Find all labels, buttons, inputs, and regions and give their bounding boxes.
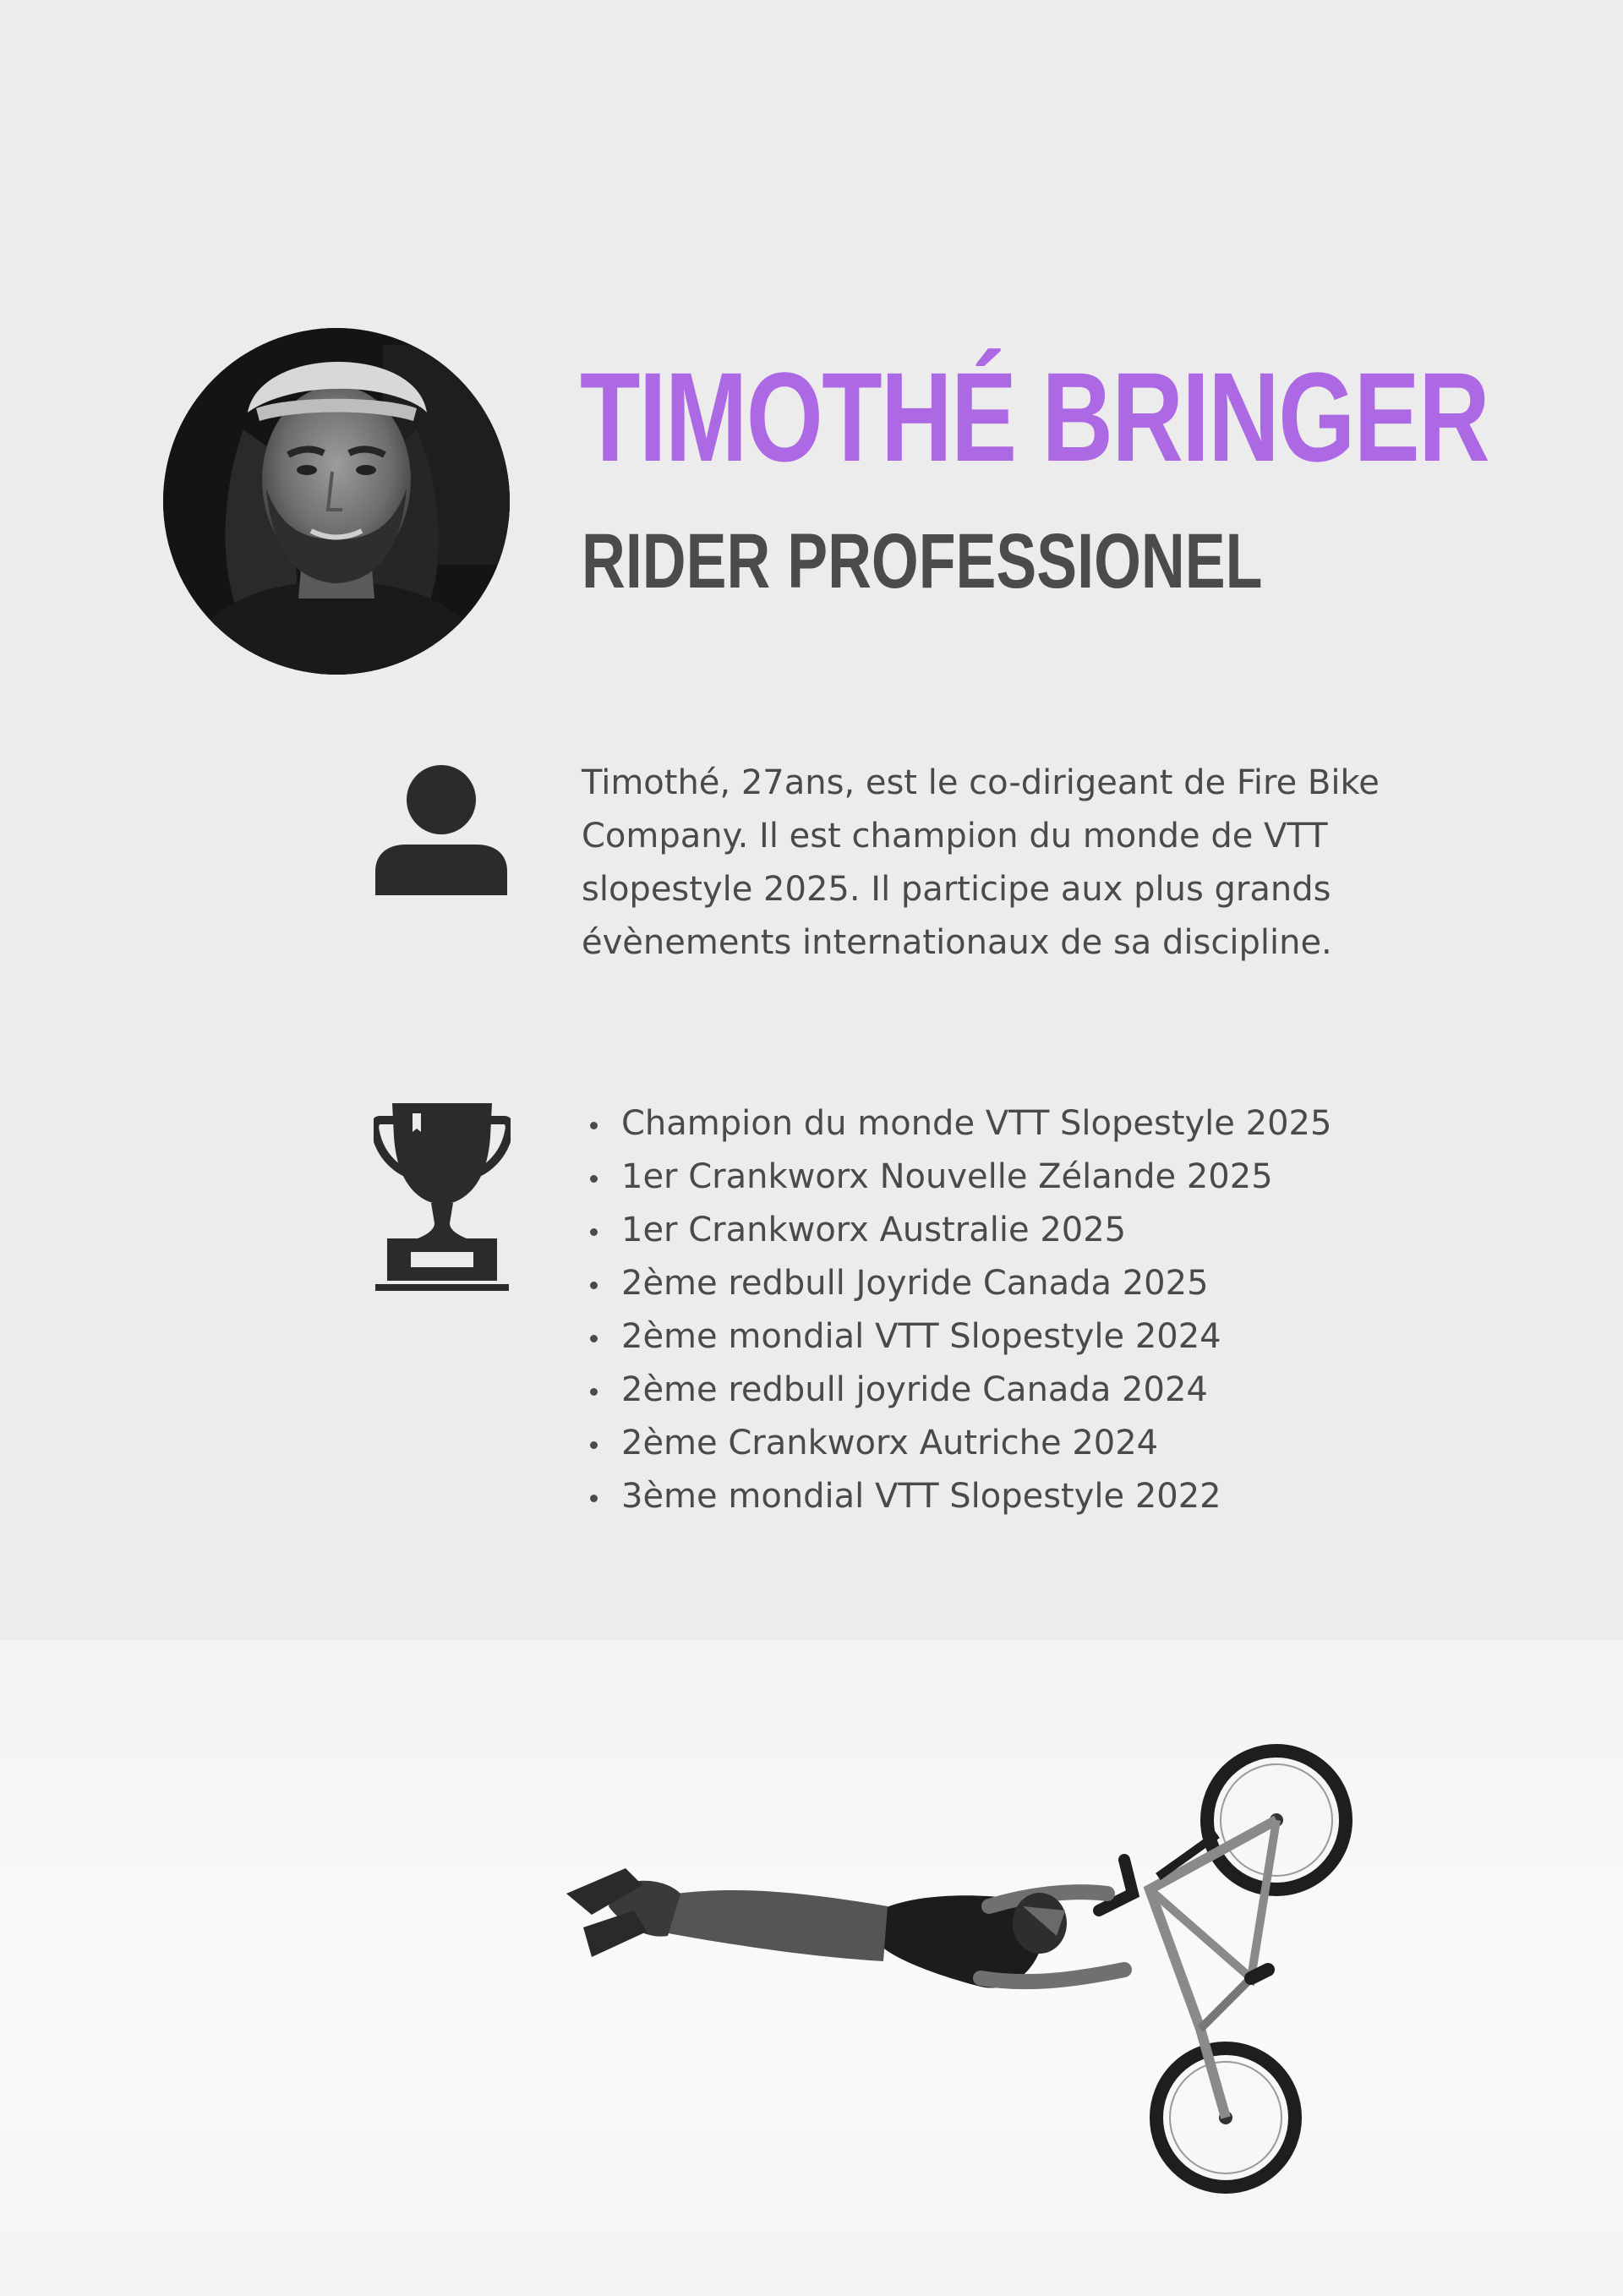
list-item: 1er Crankworx Nouvelle Zélande 2025 <box>582 1151 1331 1204</box>
list-item: 3ème mondial VTT Slopestyle 2022 <box>582 1470 1331 1523</box>
list-item: 2ème redbull Joyride Canada 2025 <box>582 1257 1331 1310</box>
list-item: 2ème redbull joyride Canada 2024 <box>582 1364 1331 1417</box>
list-item: 2ème Crankworx Autriche 2024 <box>582 1417 1331 1470</box>
list-item: Champion du monde VTT Slopestyle 2025 <box>582 1097 1331 1151</box>
rider-action-photo <box>0 1640 1623 2296</box>
trophy-icon <box>374 1103 511 1291</box>
list-item: 1er Crankworx Australie 2025 <box>582 1204 1331 1257</box>
user-icon <box>375 763 507 895</box>
achievements-list <box>582 1097 1331 1523</box>
profile-photo <box>163 328 510 675</box>
list-item: 2ème mondial VTT Slopestyle 2024 <box>582 1310 1331 1364</box>
person-name: TIMOTHÉ BRINGER <box>580 346 1489 488</box>
job-title: RIDER PROFESSIONEL <box>582 518 1263 604</box>
bio-text: Timothé, 27ans, est le co-dirigeant de Fire Bike Company. Il est champion du monde de VTT slopestyle 2025. Il participe aux plus grands évènements internationaux de sa discipline. <box>582 763 1380 962</box>
